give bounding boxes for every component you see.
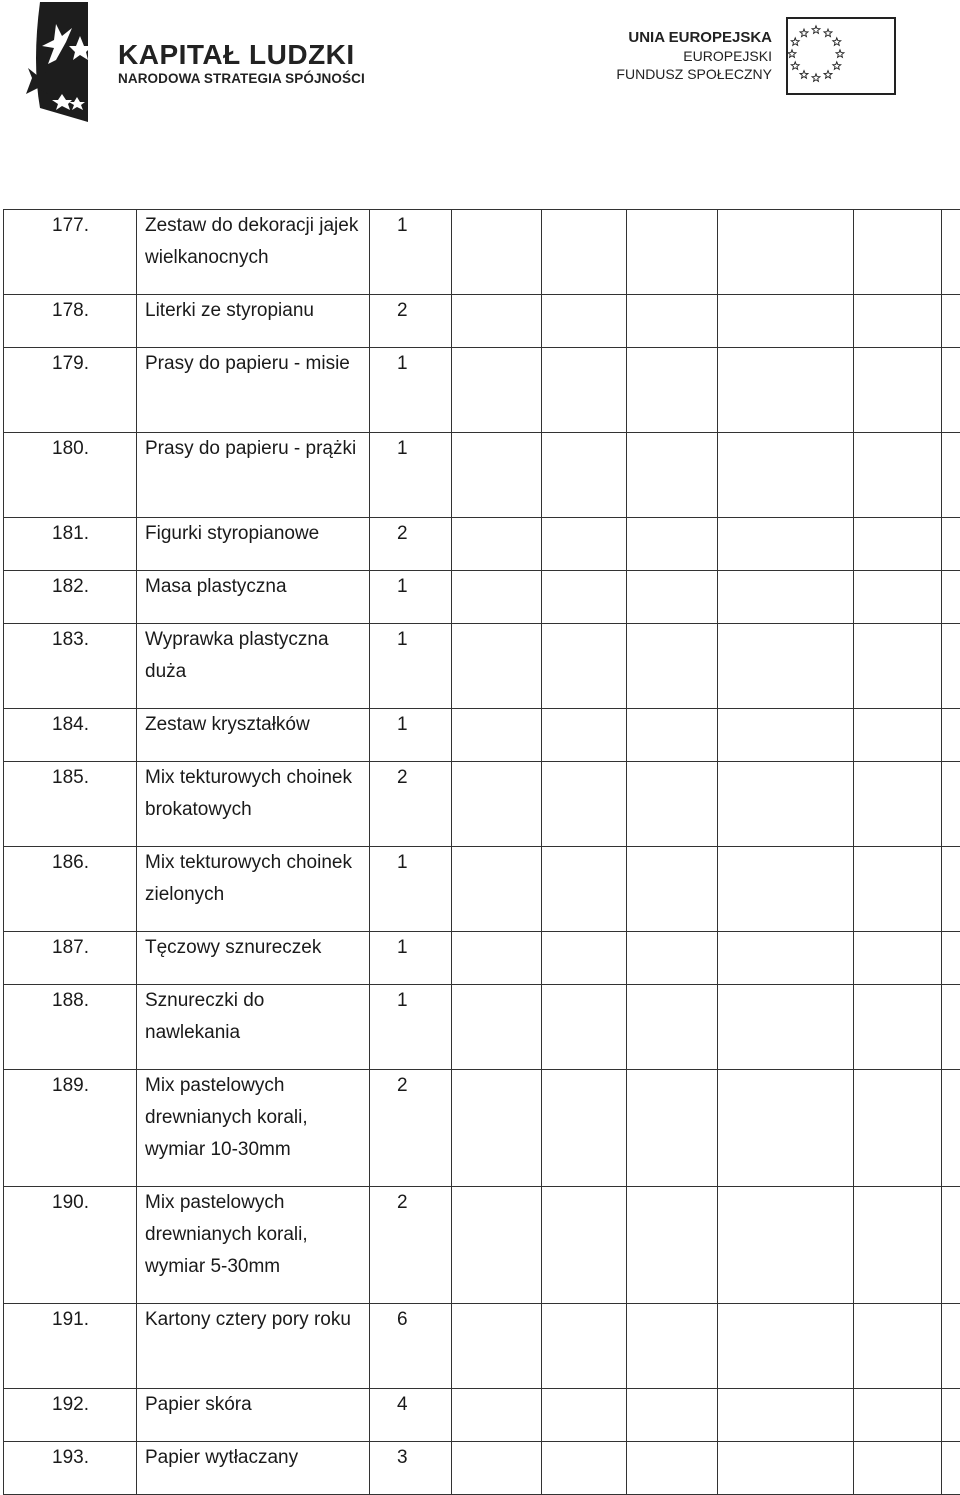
item-quantity: 1 <box>370 847 452 932</box>
eu-line-3: FUNDUSZ SPOŁECZNY <box>616 66 772 82</box>
empty-cell <box>542 1070 627 1187</box>
empty-cell <box>854 624 942 709</box>
item-name: Mix tekturowych choinek zielonych <box>137 847 370 932</box>
empty-cell <box>542 571 627 624</box>
empty-cell <box>942 624 960 709</box>
item-quantity: 4 <box>370 1389 452 1442</box>
item-number: 186. <box>4 847 137 932</box>
item-quantity: 1 <box>370 433 452 518</box>
empty-cell <box>627 295 718 348</box>
empty-cell <box>854 295 942 348</box>
table-row <box>4 709 960 762</box>
empty-cell <box>627 1187 718 1304</box>
item-quantity: 1 <box>370 571 452 624</box>
eu-star-icon <box>812 74 820 82</box>
table-row <box>4 1304 960 1389</box>
empty-cell <box>627 624 718 709</box>
empty-cell <box>452 210 542 295</box>
item-name: Tęczowy sznureczek <box>137 932 370 985</box>
empty-cell <box>542 1389 627 1442</box>
empty-cell <box>942 985 960 1070</box>
item-quantity: 1 <box>370 985 452 1070</box>
empty-cell <box>718 571 854 624</box>
empty-cell <box>452 932 542 985</box>
item-quantity: 1 <box>370 210 452 295</box>
empty-cell <box>718 210 854 295</box>
empty-cell <box>718 1070 854 1187</box>
item-number: 178. <box>4 295 137 348</box>
item-name: Mix pastelowych drewnianych korali, wymiar 5-30mm <box>137 1187 370 1304</box>
empty-cell <box>452 1070 542 1187</box>
kapital-ludzki-emblem-icon <box>18 2 94 122</box>
document-header <box>0 0 960 130</box>
empty-cell <box>542 709 627 762</box>
empty-cell <box>627 1389 718 1442</box>
empty-cell <box>542 624 627 709</box>
empty-cell <box>942 847 960 932</box>
empty-cell <box>542 1304 627 1389</box>
empty-cell <box>542 762 627 847</box>
empty-cell <box>942 1442 960 1495</box>
empty-cell <box>942 210 960 295</box>
table-row <box>4 932 960 985</box>
empty-cell <box>542 932 627 985</box>
table-row <box>4 518 960 571</box>
item-number: 185. <box>4 762 137 847</box>
eu-star-icon <box>833 38 841 46</box>
item-name: Zestaw do dekoracji jajek wielkanocnych <box>137 210 370 295</box>
table-row <box>4 1389 960 1442</box>
eu-star-icon <box>791 62 799 70</box>
empty-cell <box>718 1442 854 1495</box>
table-row <box>4 295 960 348</box>
empty-cell <box>627 210 718 295</box>
empty-cell <box>542 348 627 433</box>
empty-cell <box>627 518 718 571</box>
empty-cell <box>854 348 942 433</box>
empty-cell <box>854 709 942 762</box>
item-name: Mix tekturowych choinek brokatowych <box>137 762 370 847</box>
empty-cell <box>627 1442 718 1495</box>
item-name: Figurki styropianowe <box>137 518 370 571</box>
table-row <box>4 1442 960 1495</box>
empty-cell <box>942 1304 960 1389</box>
eu-star-icon <box>824 29 832 37</box>
empty-cell <box>942 1389 960 1442</box>
item-name: Literki ze styropianu <box>137 295 370 348</box>
empty-cell <box>718 433 854 518</box>
item-name: Wyprawka plastyczna duża <box>137 624 370 709</box>
empty-cell <box>627 709 718 762</box>
empty-cell <box>854 985 942 1070</box>
empty-cell <box>627 348 718 433</box>
empty-cell <box>854 1187 942 1304</box>
empty-cell <box>542 433 627 518</box>
item-name: Prasy do papieru - misie <box>137 348 370 433</box>
empty-cell <box>718 847 854 932</box>
empty-cell <box>452 1187 542 1304</box>
item-quantity: 2 <box>370 518 452 571</box>
item-quantity: 3 <box>370 1442 452 1495</box>
eu-stars-flag-icon <box>786 17 896 95</box>
item-number: 177. <box>4 210 137 295</box>
empty-cell <box>854 762 942 847</box>
item-number: 189. <box>4 1070 137 1187</box>
item-number: 190. <box>4 1187 137 1304</box>
eu-star-icon <box>791 38 799 46</box>
empty-cell <box>627 847 718 932</box>
empty-cell <box>452 624 542 709</box>
empty-cell <box>718 348 854 433</box>
item-number: 188. <box>4 985 137 1070</box>
empty-cell <box>542 295 627 348</box>
item-name: Papier skóra <box>137 1389 370 1442</box>
item-quantity: 2 <box>370 762 452 847</box>
empty-cell <box>718 1304 854 1389</box>
eu-star-icon <box>800 71 808 79</box>
empty-cell <box>452 518 542 571</box>
empty-cell <box>718 709 854 762</box>
empty-cell <box>627 1304 718 1389</box>
empty-cell <box>452 1442 542 1495</box>
empty-cell <box>854 571 942 624</box>
empty-cell <box>718 1187 854 1304</box>
eu-star-icon <box>812 26 820 34</box>
item-quantity: 2 <box>370 1187 452 1304</box>
item-number: 193. <box>4 1442 137 1495</box>
eu-star-icon <box>836 50 844 58</box>
table-row <box>4 571 960 624</box>
item-quantity: 2 <box>370 1070 452 1187</box>
empty-cell <box>942 518 960 571</box>
empty-cell <box>942 433 960 518</box>
empty-cell <box>854 210 942 295</box>
table-row <box>4 348 960 433</box>
eu-logo-text <box>616 28 772 83</box>
empty-cell <box>942 932 960 985</box>
empty-cell <box>942 762 960 847</box>
eu-star-icon <box>824 71 832 79</box>
empty-cell <box>542 985 627 1070</box>
item-number: 184. <box>4 709 137 762</box>
empty-cell <box>452 433 542 518</box>
table-row <box>4 1187 960 1304</box>
empty-cell <box>854 1442 942 1495</box>
empty-cell <box>627 571 718 624</box>
empty-cell <box>542 847 627 932</box>
empty-cell <box>627 985 718 1070</box>
item-quantity: 1 <box>370 709 452 762</box>
kapital-ludzki-subtitle: NARODOWA STRATEGIA SPÓJNOŚCI <box>118 71 365 86</box>
kapital-ludzki-title: KAPITAŁ LUDZKI <box>118 39 355 70</box>
item-name: Prasy do papieru - prążki <box>137 433 370 518</box>
empty-cell <box>542 518 627 571</box>
empty-cell <box>942 571 960 624</box>
items-table <box>3 209 960 1495</box>
empty-cell <box>718 985 854 1070</box>
empty-cell <box>854 518 942 571</box>
items-table-body <box>4 210 960 1495</box>
empty-cell <box>854 847 942 932</box>
item-name: Zestaw kryształków <box>137 709 370 762</box>
item-name: Papier wytłaczany <box>137 1442 370 1495</box>
empty-cell <box>854 1389 942 1442</box>
item-number: 180. <box>4 433 137 518</box>
table-row <box>4 1070 960 1187</box>
empty-cell <box>452 348 542 433</box>
empty-cell <box>718 624 854 709</box>
item-number: 192. <box>4 1389 137 1442</box>
empty-cell <box>452 762 542 847</box>
item-quantity: 1 <box>370 624 452 709</box>
empty-cell <box>452 847 542 932</box>
empty-cell <box>542 210 627 295</box>
item-number: 191. <box>4 1304 137 1389</box>
item-number: 183. <box>4 624 137 709</box>
empty-cell <box>452 1389 542 1442</box>
empty-cell <box>627 932 718 985</box>
empty-cell <box>542 1442 627 1495</box>
table-row <box>4 847 960 932</box>
empty-cell <box>854 1304 942 1389</box>
empty-cell <box>627 433 718 518</box>
empty-cell <box>854 1070 942 1187</box>
empty-cell <box>942 348 960 433</box>
item-name: Masa plastyczna <box>137 571 370 624</box>
empty-cell <box>718 518 854 571</box>
item-number: 181. <box>4 518 137 571</box>
empty-cell <box>854 433 942 518</box>
eu-star-icon <box>788 50 796 58</box>
table-row <box>4 985 960 1070</box>
empty-cell <box>942 295 960 348</box>
empty-cell <box>627 1070 718 1187</box>
eu-line-1: UNIA EUROPEJSKA <box>628 29 772 46</box>
kapital-ludzki-logo-text <box>118 40 365 88</box>
empty-cell <box>942 1187 960 1304</box>
item-name: Mix pastelowych drewnianych korali, wymiar 10-30mm <box>137 1070 370 1187</box>
empty-cell <box>718 932 854 985</box>
empty-cell <box>718 762 854 847</box>
empty-cell <box>718 1389 854 1442</box>
item-quantity: 2 <box>370 295 452 348</box>
item-quantity: 1 <box>370 348 452 433</box>
eu-line-2: EUROPEJSKI <box>683 48 772 64</box>
item-number: 187. <box>4 932 137 985</box>
empty-cell <box>627 762 718 847</box>
empty-cell <box>542 1187 627 1304</box>
item-quantity: 6 <box>370 1304 452 1389</box>
eu-star-icon <box>800 29 808 37</box>
empty-cell <box>942 709 960 762</box>
eu-star-icon <box>833 62 841 70</box>
item-number: 182. <box>4 571 137 624</box>
empty-cell <box>452 571 542 624</box>
table-row <box>4 624 960 709</box>
empty-cell <box>718 295 854 348</box>
empty-cell <box>452 709 542 762</box>
item-quantity: 1 <box>370 932 452 985</box>
empty-cell <box>452 1304 542 1389</box>
item-number: 179. <box>4 348 137 433</box>
table-row <box>4 210 960 295</box>
empty-cell <box>942 1070 960 1187</box>
table-row <box>4 762 960 847</box>
item-name: Kartony cztery pory roku <box>137 1304 370 1389</box>
empty-cell <box>452 295 542 348</box>
table-row <box>4 433 960 518</box>
item-name: Sznureczki do nawlekania <box>137 985 370 1070</box>
empty-cell <box>452 985 542 1070</box>
empty-cell <box>854 932 942 985</box>
